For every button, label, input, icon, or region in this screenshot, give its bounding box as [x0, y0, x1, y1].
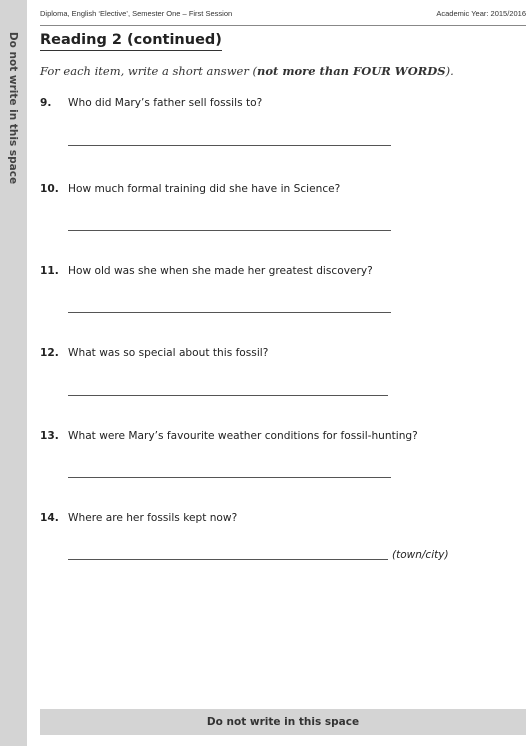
- footer-bar: [40, 709, 526, 735]
- question-text: How much formal training did she have in Science?: [68, 183, 341, 195]
- question-number: 10.: [40, 183, 59, 195]
- question-number: 9.: [40, 97, 52, 109]
- answer-suffix-town-city: (town/city): [392, 549, 449, 561]
- answer-line-9[interactable]: [68, 145, 391, 146]
- question-11: [40, 265, 373, 277]
- header-course-info: Diploma, English ‘Elective’, Semester One – First Session: [40, 9, 233, 18]
- question-12: [40, 347, 268, 359]
- header-academic-year: Academic Year: 2015/2016: [436, 9, 526, 18]
- answer-line-12[interactable]: [68, 395, 388, 396]
- question-9: [40, 97, 262, 109]
- page-header: [40, 9, 526, 26]
- footer-notice: Do not write in this space: [206, 716, 360, 728]
- answer-line-10[interactable]: [68, 230, 391, 231]
- question-text: How old was she when she made her greatest discovery?: [68, 265, 373, 277]
- left-margin-notice: Do not write in this space: [7, 31, 19, 185]
- question-number: 14.: [40, 512, 59, 524]
- answer-line-13[interactable]: [68, 477, 391, 478]
- question-number: 11.: [40, 265, 59, 277]
- question-number: 13.: [40, 430, 59, 442]
- answer-line-14[interactable]: [68, 559, 388, 560]
- question-text: What was so special about this fossil?: [68, 347, 269, 359]
- question-13: [40, 430, 418, 442]
- instructions: [40, 64, 454, 78]
- question-text: What were Mary’s favourite weather conditions for fossil-hunting?: [68, 430, 418, 442]
- left-margin-strip: [0, 0, 27, 746]
- instructions-prefix: For each item, write a short answer (: [40, 64, 257, 78]
- instructions-suffix: ).: [445, 64, 454, 78]
- question-14: [40, 512, 237, 524]
- answer-line-11[interactable]: [68, 312, 391, 313]
- question-text: Who did Mary’s father sell fossils to?: [68, 97, 263, 109]
- section-title: Reading 2 (continued): [40, 32, 222, 51]
- question-10: [40, 183, 340, 195]
- question-number: 12.: [40, 347, 59, 359]
- instructions-word-limit: not more than FOUR WORDS: [256, 64, 446, 78]
- question-text: Where are her fossils kept now?: [68, 512, 238, 524]
